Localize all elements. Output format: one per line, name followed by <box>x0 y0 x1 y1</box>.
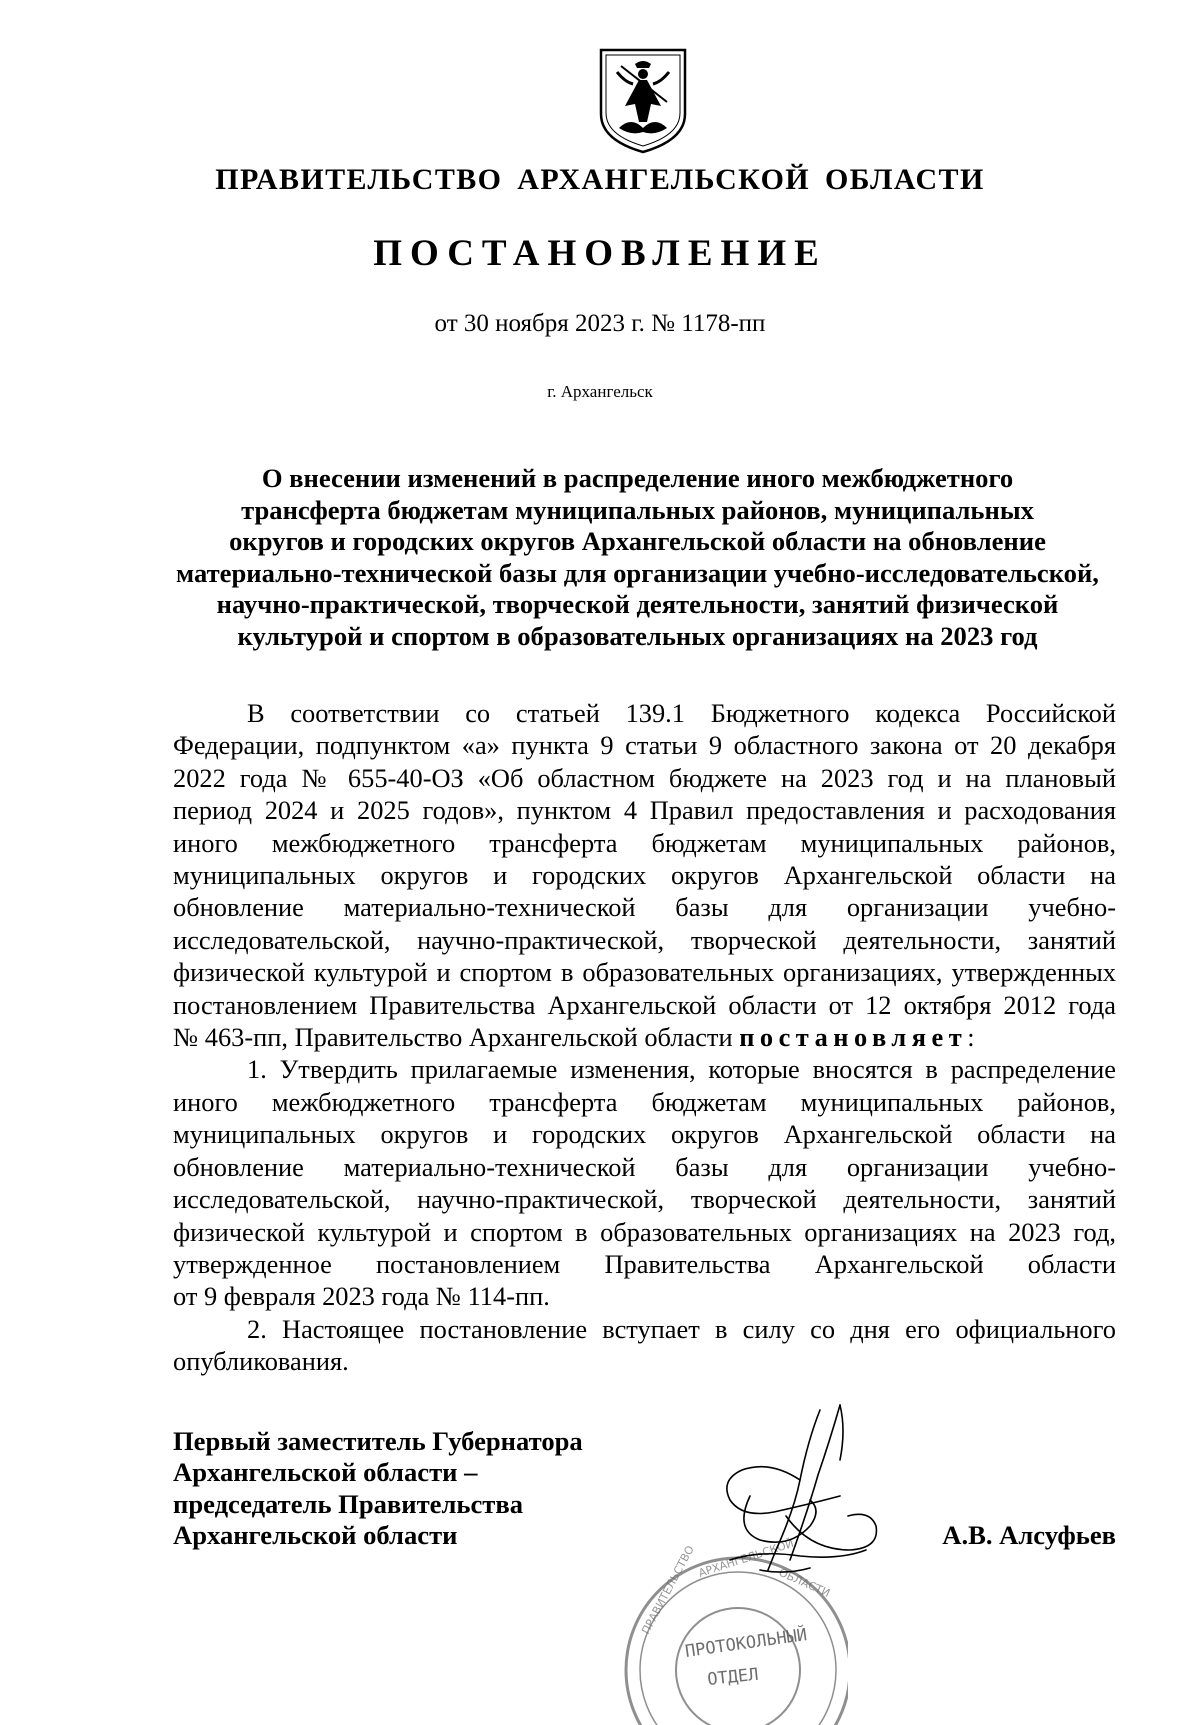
signatory-position-line: Архангельской области <box>173 1520 458 1551</box>
document-city: г. Архангельск <box>547 382 653 401</box>
svg-text:АРХАНГЕЛЬСКОЙ: АРХАНГЕЛЬСКОЙ <box>696 1536 796 1580</box>
subject-line: трансферта бюджетам муниципальных районов, муниципальных <box>241 494 1034 525</box>
body-line: постановлением Правительства Архангельской области от 12 октября 2012 года <box>173 989 1116 1020</box>
decree-suffix: : <box>967 1022 975 1053</box>
body-line: обновление материально-технической базы для организации учебно- <box>173 892 1116 923</box>
body-line: физической культурой и спортом в образовательных организациях, утвержденных <box>173 957 1116 988</box>
body-line-last: опубликования. <box>173 1346 349 1377</box>
body-line: Федерации, подпунктом «а» пункта 9 статьи 9 областного закона от 20 декабря <box>173 730 1116 761</box>
handwritten-signature <box>690 1400 900 1590</box>
signatory-position <box>173 1426 673 1552</box>
body-line: иного межбюджетного трансферта бюджетам муниципальных районов, <box>173 827 1116 858</box>
body-line: муниципальных округов и городских округов Архангельской области на <box>173 860 1116 891</box>
body-line: утвержденное постановлением Правительства Архангельской области <box>173 1248 1116 1279</box>
svg-text:ПРАВИТЕЛЬСТВО: ПРАВИТЕЛЬСТВО <box>639 1543 697 1637</box>
body-line: физической культурой и спортом в образовательных организациях на 2023 год, <box>173 1216 1116 1247</box>
signatory-position-line: Архангельской области – <box>173 1457 478 1488</box>
document-type: ПОСТАНОВЛЕНИЕ <box>373 233 827 274</box>
body-line-last <box>173 1021 1116 1053</box>
subject-line: О внесении изменений в распределение иного межбюджетного <box>261 463 1014 493</box>
body-line: иного межбюджетного трансферта бюджетам муниципальных районов, <box>173 1086 1116 1117</box>
government-title: ПРАВИТЕЛЬСТВО АРХАНГЕЛЬСКОЙ ОБЛАСТИ <box>215 163 985 196</box>
body-line: муниципальных округов и городских округов Архангельской области на <box>173 1119 1116 1150</box>
signatory-position-line: Первый заместитель Губернатора <box>173 1426 583 1456</box>
svg-text:ОБЛАСТИ: ОБЛАСТИ <box>776 1565 832 1600</box>
document-date-number: от 30 ноября 2023 г. № 1178-пп <box>434 310 766 337</box>
preamble-last-text: № 463-пп, Правительство Архангельской области <box>173 1022 740 1053</box>
decree-word: постановляет <box>739 1022 968 1053</box>
body-line: 1. Утвердить прилагаемые изменения, которые вносятся в распределение <box>247 1054 1116 1085</box>
subject-line: научно-практической, творческой деятельности, занятий физической <box>216 589 1059 620</box>
body-line-last: от 9 февраля 2023 года № 114-пп. <box>173 1281 550 1312</box>
body-line: обновление материально-технической базы для организации учебно- <box>173 1151 1116 1182</box>
document-subject <box>160 463 1115 653</box>
document-body <box>173 697 1116 1378</box>
body-line: исследовательской, научно-практической, творческой деятельности, занятий <box>173 924 1116 955</box>
item-2-paragraph <box>173 1313 1116 1378</box>
body-line: 2. Настоящее постановление вступает в силу со дня его официального <box>247 1313 1116 1344</box>
signatory-position-line: председатель Правительства <box>173 1488 523 1519</box>
stamp-text-top: ПРОТОКОЛЬНЫЙ <box>683 1625 809 1662</box>
signatory-name: А.В. Алсуфьев <box>942 1520 1116 1550</box>
body-line: 2022 года № 655-40-ОЗ «Об областном бюджете на 2023 год и на плановый <box>173 762 1116 793</box>
body-line: В соответствии со статьей 139.1 Бюджетного кодекса Российской <box>247 698 1116 728</box>
coat-of-arms-icon <box>595 44 691 156</box>
body-line: период 2024 и 2025 годов», пунктом 4 Правил предоставления и расходования <box>173 795 1116 826</box>
subject-line: округов и городских округов Архангельской области на обновление <box>229 526 1046 557</box>
body-line: исследовательской, научно-практической, творческой деятельности, занятий <box>173 1184 1116 1215</box>
subject-line: культурой и спортом в образовательных организациях на 2023 год <box>237 620 1038 651</box>
preamble-paragraph <box>173 697 1116 1053</box>
item-1-paragraph <box>173 1053 1116 1312</box>
subject-line: материально-технической базы для организации учебно-исследовательской, <box>176 557 1099 588</box>
stamp-text-bottom: ОТДЕЛ <box>706 1664 760 1690</box>
